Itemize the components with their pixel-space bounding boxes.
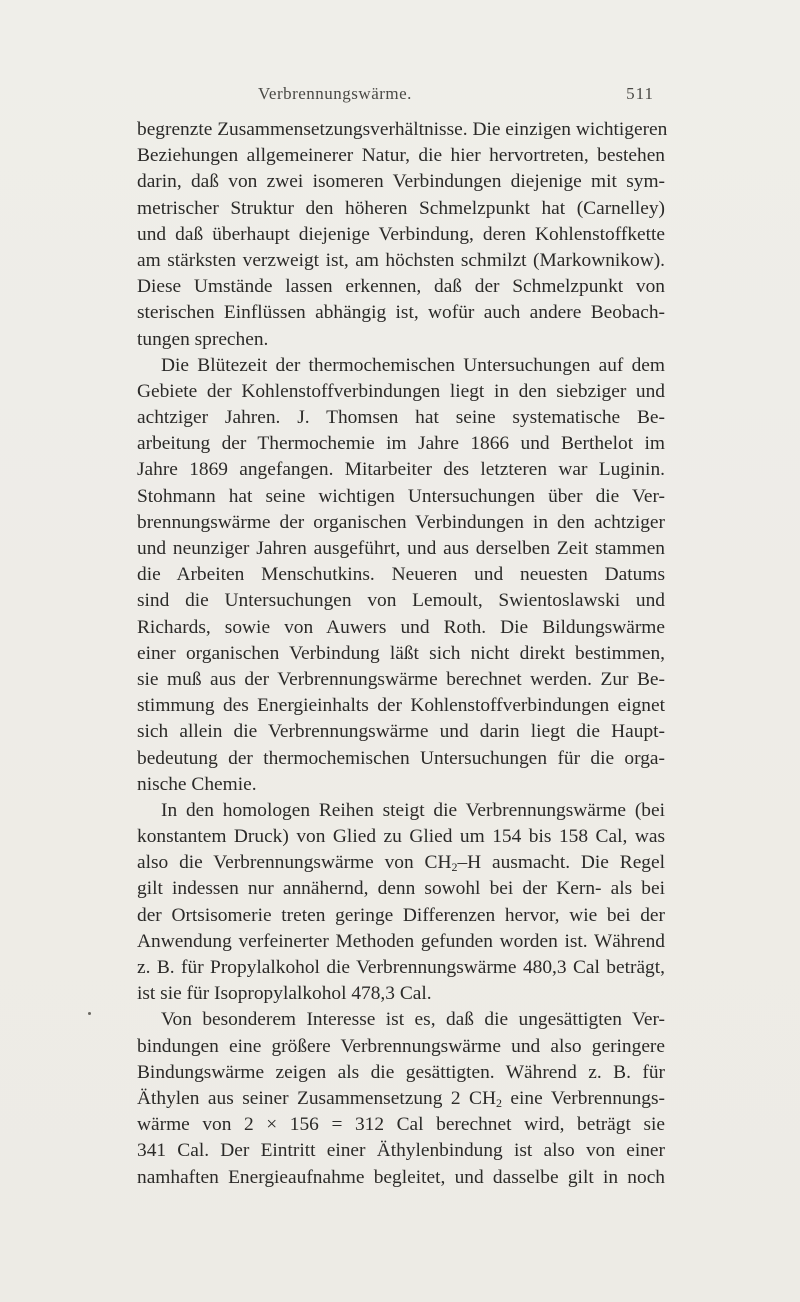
page-number: 511: [626, 84, 654, 103]
text-line: und daß überhaupt diejenige Verbindung, deren Kohlenstoffkette: [137, 223, 665, 245]
text-line: Jahre 1869 angefangen. Mitarbeiter des letzteren war Luginin.: [137, 459, 665, 481]
text-line: Von besonderem Interesse ist es, daß die ungesättigten Ver-: [161, 1009, 665, 1031]
text-line: sich allein die Verbrennungswärme und darin liegt die Haupt-: [137, 721, 665, 743]
text-line: sind die Untersuchungen von Lemoult, Swientoslawski und: [137, 590, 665, 612]
text-line: Beziehungen allgemeinerer Natur, die hier hervortreten, bestehen: [137, 145, 665, 167]
text-line: Bindungswärme zeigen als die gesättigten. Während z. B. für: [137, 1061, 665, 1083]
text-line: sterischen Einflüssen abhängig ist, wofür auch andere Beobach-: [137, 302, 665, 324]
text-line: Diese Umstände lassen erkennen, daß der Schmelzpunkt von: [137, 276, 665, 298]
text-line: bindungen eine größere Verbrennungswärme und also geringere: [137, 1035, 665, 1057]
text-line: Richards, sowie von Auwers und Roth. Die Bildungswärme: [137, 616, 665, 638]
running-title: Verbrennungswärme.: [258, 84, 412, 103]
text-line: nische Chemie.: [137, 773, 257, 795]
text-line: [137, 850, 665, 876]
text-segment: also die Verbrennungswärme von CH: [137, 852, 452, 874]
text-line: gilt indessen nur annähernd, denn sowohl bei der Kern- als bei: [137, 878, 665, 900]
subscript: 2: [451, 860, 458, 875]
text-line: die Arbeiten Menschutkins. Neueren und neuesten Datums: [137, 564, 665, 586]
text-line: stimmung des Energieinhalts der Kohlenstoffverbindungen eignet: [137, 695, 665, 717]
text-line: metrischer Struktur den höheren Schmelzpunkt hat (Carnelley): [137, 197, 665, 219]
subscript: 2: [495, 1095, 502, 1110]
text-line: [137, 1086, 665, 1112]
text-line: darin, daß von zwei isomeren Verbindungen diejenige mit sym-: [137, 171, 665, 193]
text-line: In den homologen Reihen steigt die Verbrennungswärme (bei: [161, 799, 665, 821]
text-line: Stohmann hat seine wichtigen Untersuchungen über die Ver-: [137, 485, 665, 507]
text-line: am stärksten verzweigt ist, am höchsten schmilzt (Markownikow).: [137, 249, 665, 271]
text-line: Die Blütezeit der thermochemischen Untersuchungen auf dem: [161, 354, 665, 376]
text-line: tungen sprechen.: [137, 328, 269, 350]
text-line: achtziger Jahren. J. Thomsen hat seine systematische Be-: [137, 407, 665, 429]
text-line: konstantem Druck) von Glied zu Glied um 154 bis 158 Cal, was: [137, 826, 665, 848]
text-segment: eine Verbrennungs-: [501, 1087, 665, 1109]
text-line: brennungswärme der organischen Verbindungen in den achtziger: [137, 511, 665, 533]
running-head: [0, 84, 800, 108]
text-line: begrenzte Zusammensetzungsverhältnisse. Die einzigen wichtigeren: [137, 119, 668, 140]
text-line: z. B. für Propylalkohol die Verbrennungswärme 480,3 Cal beträgt,: [137, 957, 665, 978]
text-line: Anwendung verfeinerter Methoden gefunden worden ist. Während: [137, 930, 665, 952]
text-segment: Äthylen aus seiner Zusammensetzung 2 CH: [137, 1087, 496, 1109]
text-line: 341 Cal. Der Eintritt einer Äthylenbindung ist also von einer: [137, 1140, 665, 1162]
text-line: sie muß aus der Verbrennungswärme berechnet werden. Zur Be-: [137, 668, 665, 690]
margin-speck: [88, 1012, 91, 1015]
body-text: [137, 117, 668, 1191]
text-line: und neunziger Jahren ausgeführt, und aus derselben Zeit stammen: [137, 538, 665, 559]
text-segment: –H ausmacht. Die Regel: [457, 852, 665, 874]
text-line: Gebiete der Kohlenstoffverbindungen liegt in den siebziger und: [137, 380, 665, 402]
text-line: arbeitung der Thermochemie im Jahre 1866 und Berthelot im: [137, 433, 665, 455]
text-line: einer organischen Verbindung läßt sich nicht direkt bestimmen,: [137, 642, 665, 664]
text-line: namhaften Energieaufnahme begleitet, und dasselbe gilt in noch: [137, 1166, 665, 1188]
text-line: wärme von 2 × 156 = 312 Cal berechnet wird, beträgt sie: [137, 1114, 665, 1136]
text-line: ist sie für Isopropylalkohol 478,3 Cal.: [137, 983, 432, 1005]
text-line: bedeutung der thermochemischen Untersuchungen für die orga-: [137, 747, 665, 769]
text-line: der Ortsisomerie treten geringe Differenzen hervor, wie bei der: [137, 904, 665, 926]
